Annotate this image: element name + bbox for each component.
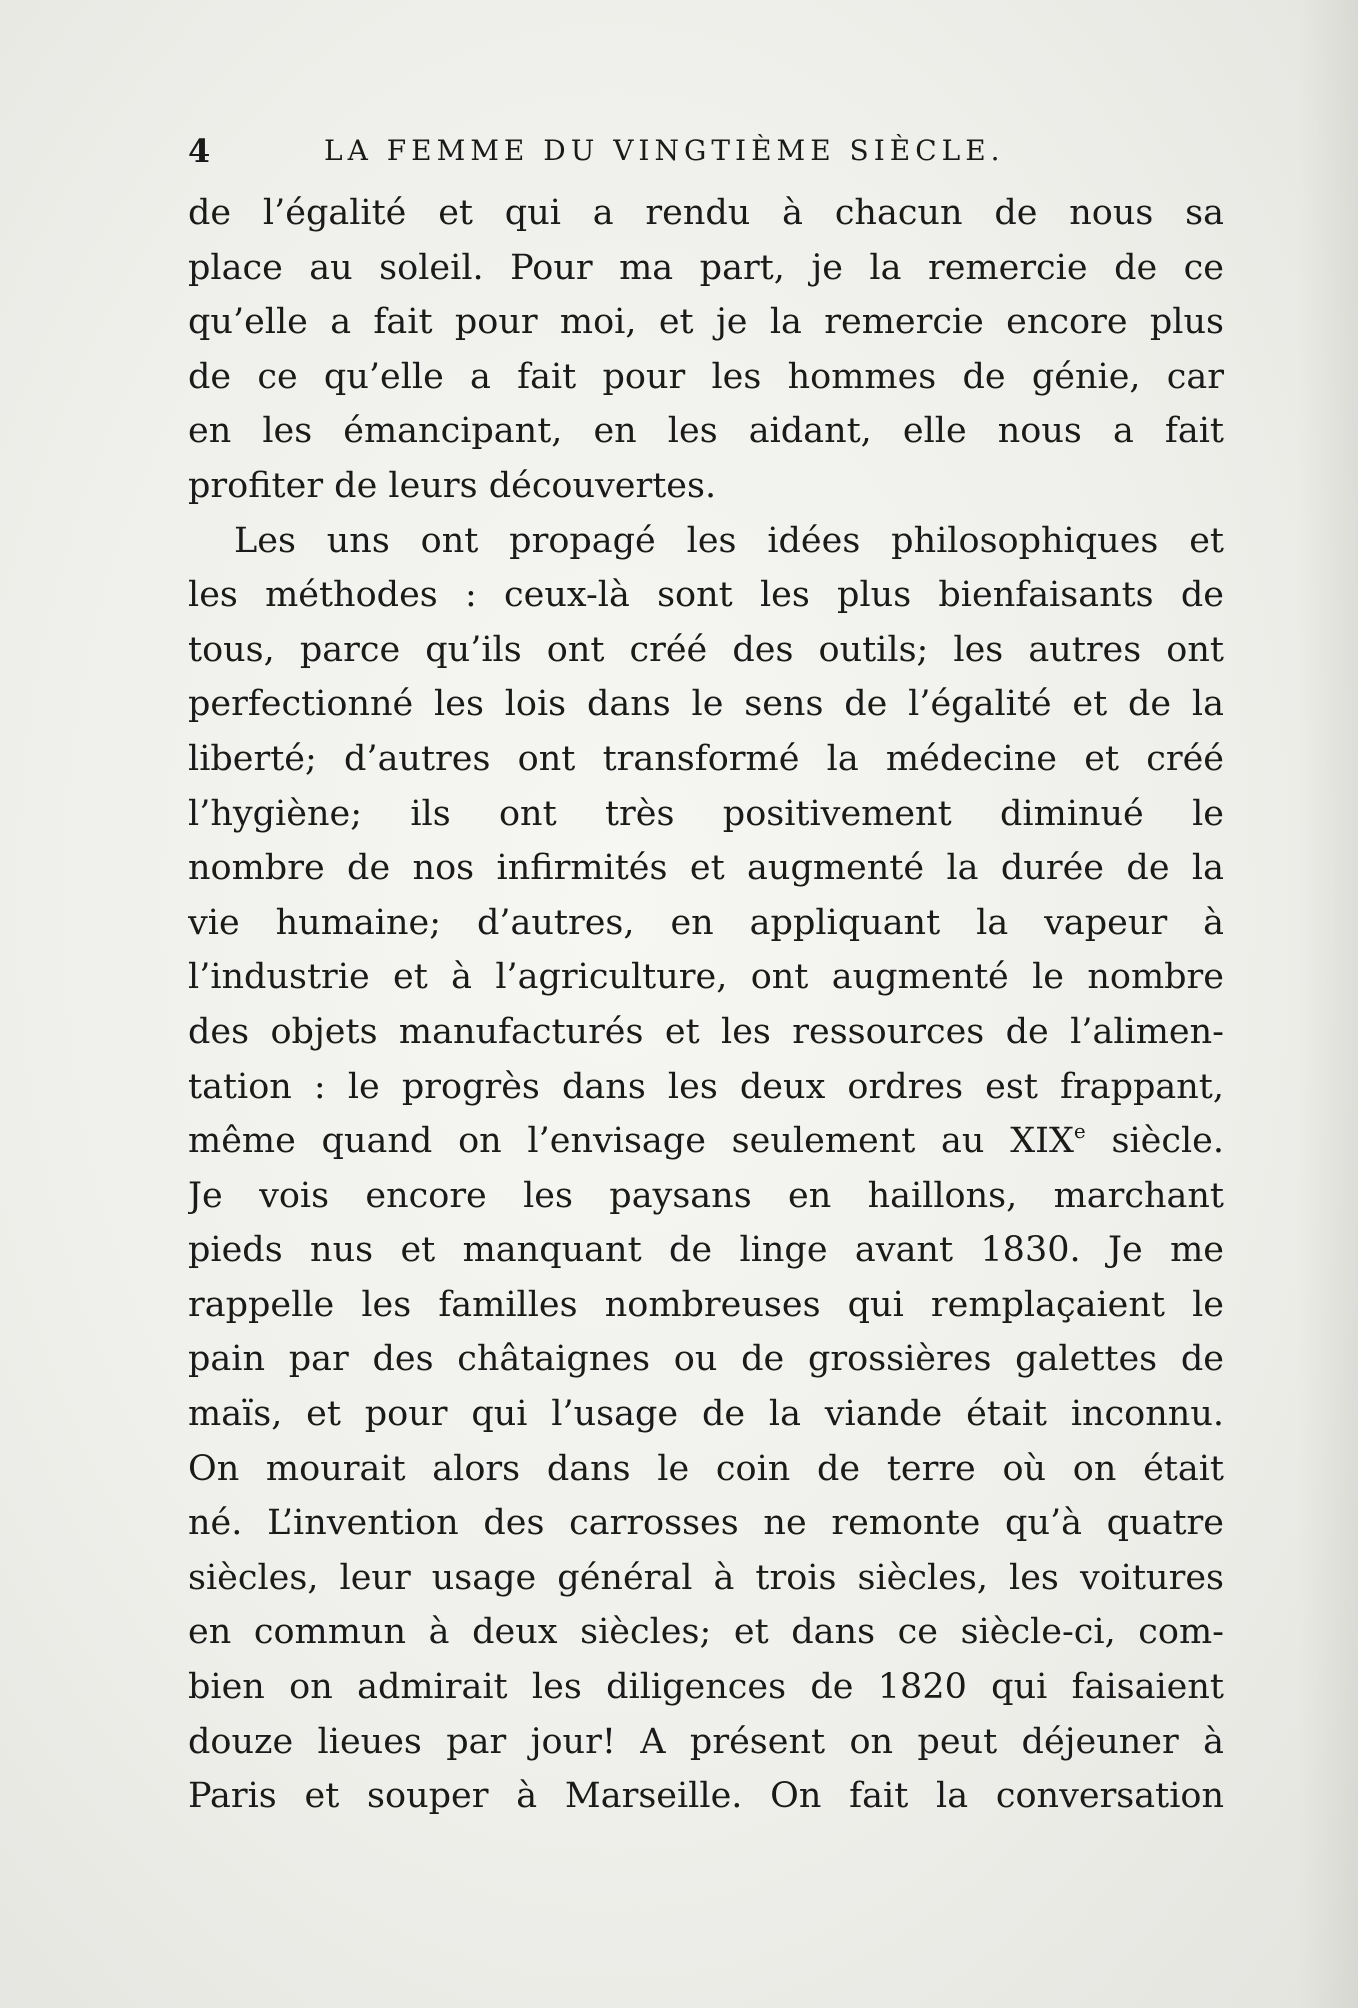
page-edge-shadow <box>1298 0 1358 2008</box>
text-line: nombre de nos infirmités et augmenté la durée de la <box>188 848 1224 889</box>
text-line: liberté; d’autres ont transformé la médecine et créé <box>188 738 1224 779</box>
text-line: Je vois encore les paysans en haillons, marchant <box>188 1175 1224 1216</box>
text-line: de l’égalité et qui a rendu à chacun de nous sa <box>188 193 1224 233</box>
text-line: qu’elle a fait pour moi, et je la remercie encore plus <box>188 302 1224 343</box>
text-line: rappelle les familles nombreuses qui remplaçaient le <box>188 1284 1224 1325</box>
running-head <box>188 128 1108 174</box>
text-line: place au soleil. Pour ma part, je la remercie de ce <box>188 247 1224 288</box>
text-line: en commun à deux siècles; et dans ce siècle-ci, com- <box>188 1612 1224 1653</box>
text-line: Paris et souper à Marseille. On fait la conversation <box>188 1776 1224 1817</box>
text-line: des objets manufacturés et les ressources de l’alimen- <box>188 1011 1224 1052</box>
text-line: pain par des châtaignes ou de grossières galettes de <box>188 1339 1224 1380</box>
text-line: On mourait alors dans le coin de terre où on était <box>188 1448 1224 1489</box>
text-line: profiter de leurs découvertes. <box>188 465 717 506</box>
text-line: les méthodes : ceux-là sont les plus bienfaisants de <box>188 575 1224 616</box>
body-text <box>188 186 1224 1824</box>
text-line: en les émancipant, en les aidant, elle nous a fait <box>188 411 1224 452</box>
century-text: même quand on l’envisage seulement au XIX <box>188 1121 1074 1162</box>
running-title: LA FEMME DU VINGTIÈME SIÈCLE. <box>324 134 1005 167</box>
text-line: né. L’invention des carrosses ne remonte qu’à quatre <box>188 1503 1224 1544</box>
page-number: 4 <box>188 132 211 170</box>
text-line-century <box>188 1114 1224 1169</box>
text-line: bien on admirait les diligences de 1820 qui faisaient <box>188 1667 1224 1708</box>
text-line: tous, parce qu’ils ont créé des outils; les autres ont <box>188 629 1224 670</box>
paragraph-start-line: Les uns ont propagé les idées philosophiques et <box>234 520 1224 561</box>
text-line: maïs, et pour qui l’usage de la viande était inconnu. <box>188 1394 1224 1435</box>
text-line: vie humaine; d’autres, en appliquant la vapeur à <box>188 902 1224 943</box>
text-line: de ce qu’elle a fait pour les hommes de génie, car <box>188 356 1224 397</box>
text-line: siècles, leur usage général à trois siècles, les voitures <box>188 1557 1224 1598</box>
text-line: douze lieues par jour! A présent on peut déjeuner à <box>188 1721 1224 1762</box>
text-line: l’industrie et à l’agriculture, ont augmenté le nombre <box>188 957 1224 998</box>
century-tail: siècle. <box>1085 1121 1224 1162</box>
century-superscript: e <box>1073 1119 1086 1144</box>
text-line: perfectionné les lois dans le sens de l’égalité et de la <box>188 684 1224 725</box>
text-line: pieds nus et manquant de linge avant 1830. Je me <box>188 1230 1224 1271</box>
text-line: l’hygiène; ils ont très positivement diminué le <box>188 793 1224 834</box>
text-line: tation : le progrès dans les deux ordres est frappant, <box>188 1066 1224 1107</box>
